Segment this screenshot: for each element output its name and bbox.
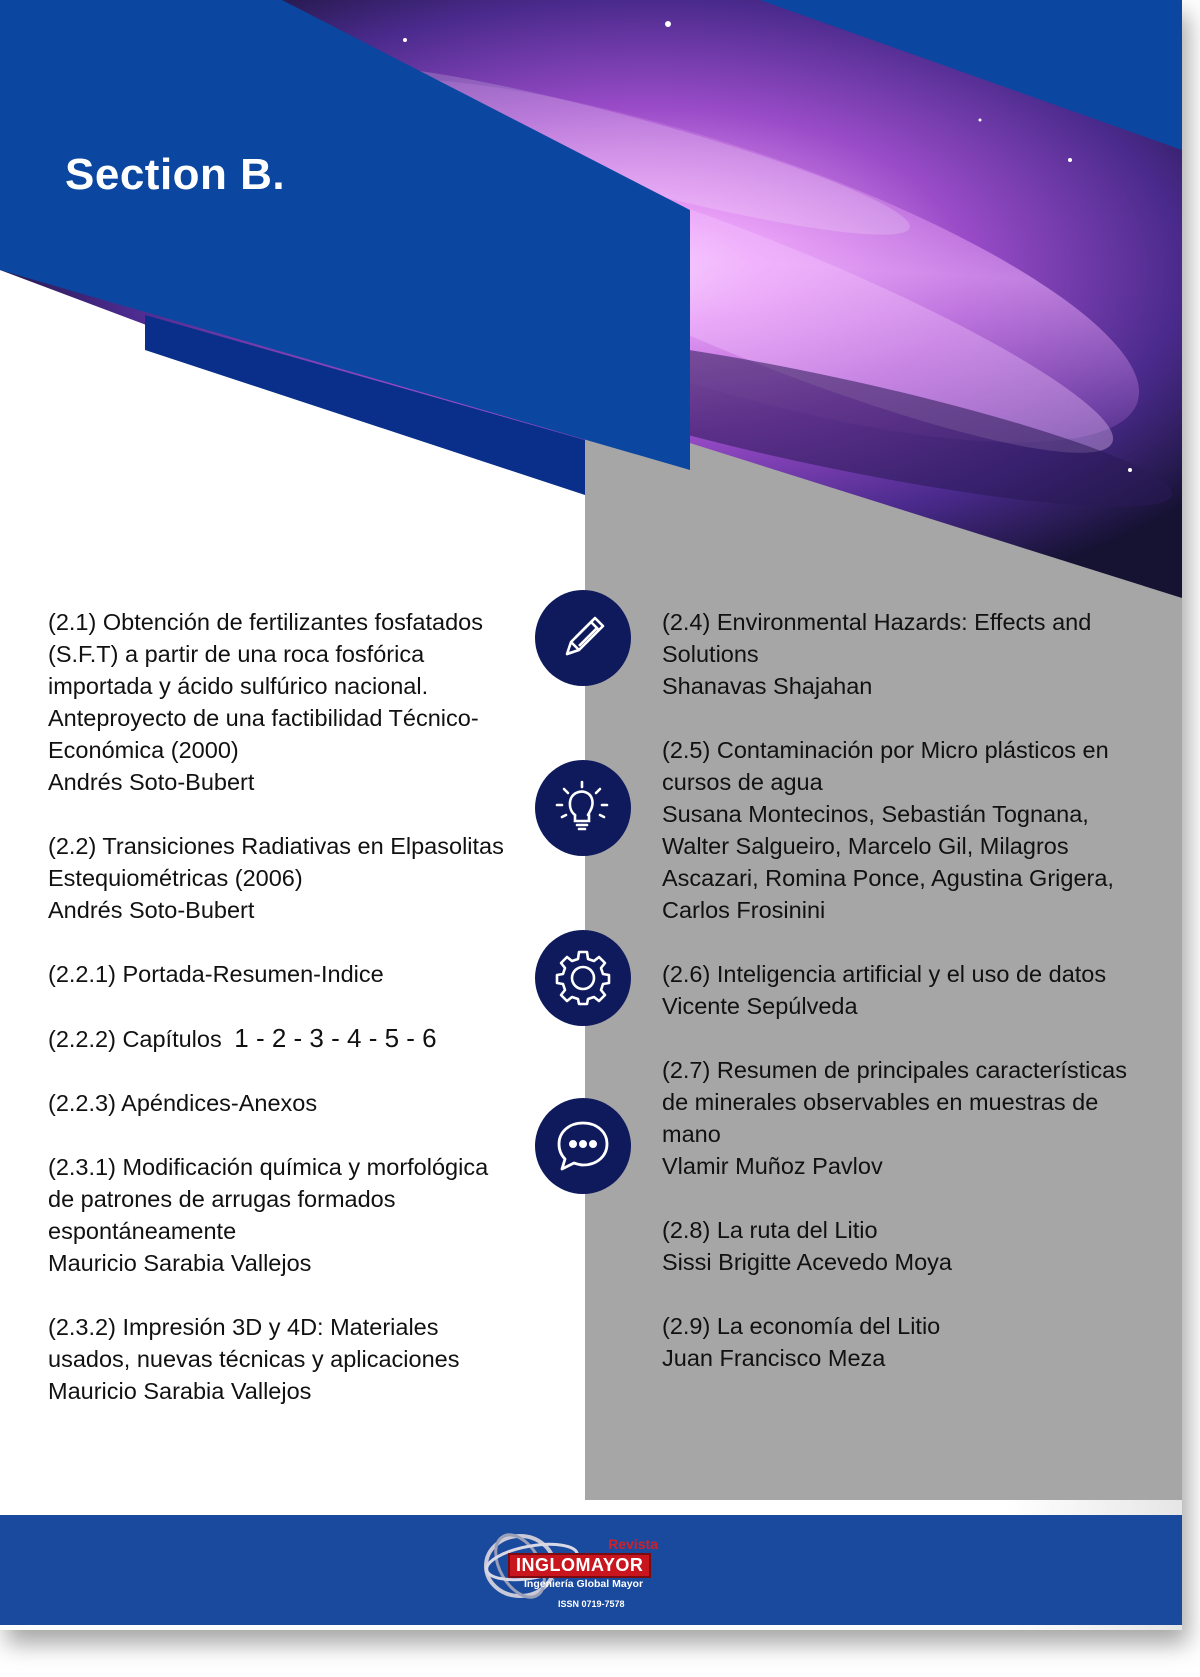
article-author: Vicente Sepúlveda <box>662 993 858 1019</box>
article-title-2-2-3[interactable]: (2.2.3) Apéndices-Anexos <box>48 1090 318 1116</box>
article-author: Mauricio Sarabia Vallejos <box>48 1378 312 1404</box>
article-author: Shanavas Shajahan <box>662 673 873 699</box>
pencil-icon <box>535 590 631 686</box>
article-author: Mauricio Sarabia Vallejos <box>48 1250 312 1276</box>
article-title-2-6[interactable]: (2.6) Inteligencia artificial y el uso de datos <box>662 961 1107 987</box>
chapter-links <box>234 1023 436 1053</box>
article-author: Andrés Soto-Bubert <box>48 769 255 795</box>
list-item <box>48 1022 518 1055</box>
right-column <box>662 606 1132 1406</box>
chapter-separator: - <box>399 1023 423 1053</box>
list-item <box>48 1311 518 1407</box>
article-title-2-9[interactable]: (2.9) La economía del Litio <box>662 1313 941 1339</box>
list-item <box>662 1214 1132 1278</box>
article-title-2-2[interactable]: (2.2) Transiciones Radiativas en Elpasolitas Estequiométricas (2006) <box>48 833 504 891</box>
article-title-2-3-1[interactable]: (2.3.1) Modificación química y morfológica de patrones de arrugas formados espontáneamente <box>48 1154 489 1244</box>
list-item <box>48 1087 518 1119</box>
chapter-separator: - <box>286 1023 310 1053</box>
list-item <box>48 830 518 926</box>
list-item <box>662 1310 1132 1374</box>
article-author: Sissi Brigitte Acevedo Moya <box>662 1249 952 1275</box>
list-item <box>48 1151 518 1279</box>
list-item <box>48 958 518 990</box>
chapter-link-2[interactable]: 2 <box>271 1023 287 1053</box>
left-column <box>48 606 518 1439</box>
list-item <box>662 606 1132 702</box>
article-title-2-5[interactable]: (2.5) Contaminación por Micro plásticos en cursos de agua <box>662 737 1109 795</box>
article-author: Juan Francisco Meza <box>662 1345 886 1371</box>
logo-issn: ISSN 0719-7578 <box>558 1599 625 1609</box>
chapter-separator: - <box>361 1023 385 1053</box>
chapter-link-5[interactable]: 5 <box>384 1023 400 1053</box>
logo-revista-label: Revista <box>608 1536 658 1552</box>
article-title-2-4[interactable]: (2.4) Environmental Hazards: Effects and Solutions <box>662 609 1092 667</box>
article-author: Susana Montecinos, Sebastián Tognana, Walter Salgueiro, Marcelo Gil, Milagros Ascazari, Romina Ponce, Agustina Grigera, Carlos Frosinini <box>662 801 1114 923</box>
section-title: Section B. <box>65 150 286 199</box>
article-author: Vlamir Muñoz Pavlov <box>662 1153 883 1179</box>
article-title-2-8[interactable]: (2.8) La ruta del Litio <box>662 1217 878 1243</box>
article-author: Andrés Soto-Bubert <box>48 897 255 923</box>
chapter-link-6[interactable]: 6 <box>422 1023 437 1053</box>
chapter-link-3[interactable]: 3 <box>309 1023 324 1053</box>
article-title-2-7[interactable]: (2.7) Resumen de principales características de minerales observables en muestras de mano <box>662 1057 1127 1147</box>
inglomayor-logo[interactable] <box>480 1526 670 1616</box>
gear-icon <box>535 930 631 1026</box>
lightbulb-icon <box>535 760 631 856</box>
logo-name: INGLOMAYOR <box>508 1553 651 1578</box>
article-title-2-2-2: (2.2.2) Capítulos <box>48 1026 222 1052</box>
chapter-link-1[interactable]: 1 <box>234 1023 249 1053</box>
list-item <box>662 1054 1132 1182</box>
list-item <box>662 958 1132 1022</box>
article-title-2-3-2[interactable]: (2.3.2) Impresión 3D y 4D: Materiales usados, nuevas técnicas y aplicaciones <box>48 1314 460 1372</box>
article-title-2-2-1[interactable]: (2.2.1) Portada-Resumen-Indice <box>48 961 384 987</box>
chapter-separator: - <box>323 1023 347 1053</box>
article-title-2-1[interactable]: (2.1) Obtención de fertilizantes fosfatados (S.F.T) a partir de una roca fosfórica importada y ácido sulfúrico nacional. Anteproyecto de una factibilidad Técnico-Económica (2000) <box>48 609 483 763</box>
list-item <box>48 606 518 798</box>
logo-tagline: Ingeniería Global Mayor <box>524 1578 644 1590</box>
chat-bubble-icon <box>535 1098 631 1194</box>
list-item <box>662 734 1132 926</box>
chapter-link-4[interactable]: 4 <box>347 1023 362 1053</box>
chapter-separator: - <box>248 1023 272 1053</box>
